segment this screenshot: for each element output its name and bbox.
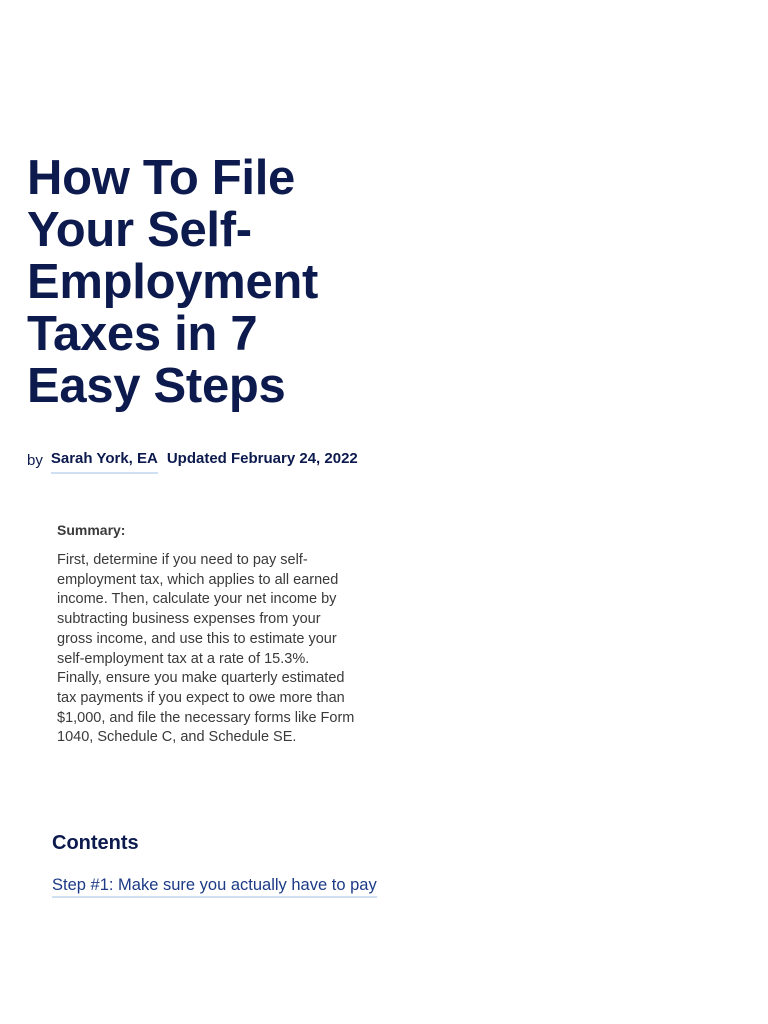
summary-text: First, determine if you need to pay self-employment tax, which applies to all earned income. Then, calculate your net income by subtracting business expenses from your gross income, and use this to estimate your self-employment tax at a rate of 15.3%. Finally, ensure you make quarterly estimated tax payments if you expect to owe more than $1,000, and file the necessary forms like Form 1040, Schedule C, and Schedule SE. — [57, 552, 355, 746]
byline — [27, 450, 372, 474]
author-link[interactable]: Sarah York, EA — [51, 450, 158, 474]
summary-label: Summary: — [57, 522, 126, 538]
contents-title: Contents — [52, 832, 139, 855]
table-of-contents — [52, 832, 382, 899]
summary-box — [57, 522, 357, 748]
byline-by-label: by — [27, 452, 43, 469]
updated-date: Updated February 24, 2022 — [166, 450, 358, 467]
page-title: How To File Your Self-Employment Taxes in 7 Easy Steps — [27, 151, 319, 413]
toc-link-step-1[interactable]: Step #1: Make sure you actually have to pay — [52, 876, 377, 898]
article — [27, 151, 377, 899]
